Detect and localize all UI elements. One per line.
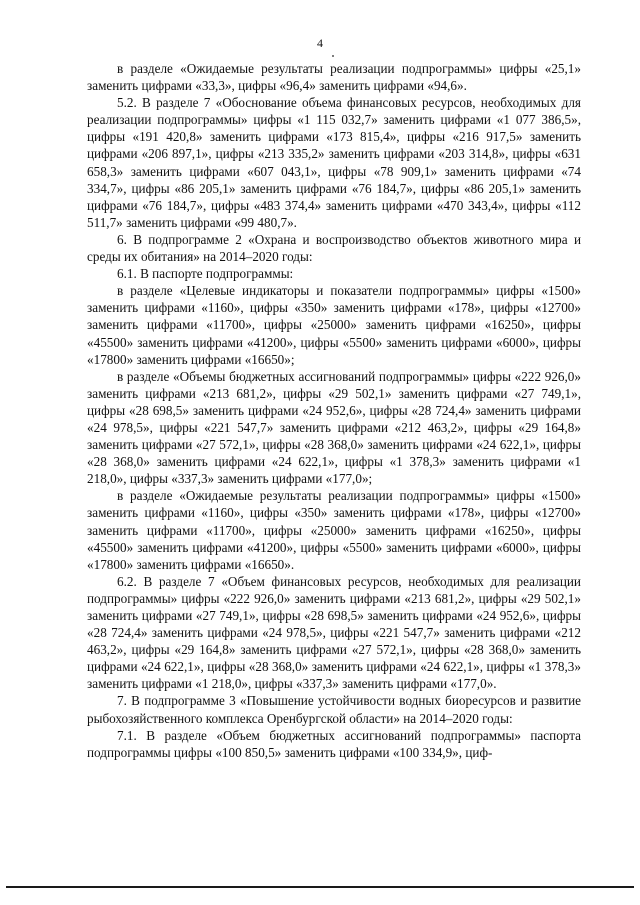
- paragraph-expected-results-6-1: в разделе «Ожидаемые результаты реализации подпрограммы» цифры «1500» заменить цифрами «1160», цифры «350» заменить цифрами «178», цифры «12700» заменить цифрами «11700», цифры «25000» заменить цифрами «16250», цифры «45500» заменить цифрами «41200», цифры «5500» заменить цифрами «6000», цифры «17800» заменить цифрами «16650».: [87, 488, 581, 572]
- page-number: 4: [317, 36, 323, 50]
- paragraph-budget-allocations: в разделе «Объемы бюджетных ассигнований подпрограммы» цифры «222 926,0» заменить цифрами «213 681,2», цифры «29 502,1» заменить цифрами «27 749,1», цифры «28 698,5» заменить цифрами «24 952,6», цифры «28 724,4» заменить цифрами «24 978,5», цифры «221 547,7» заменить цифрами «212 463,2», цифры «29 164,8» заменить цифрами «27 572,1», цифры «28 368,0» заменить цифрами «24 622,1», цифры «28 368,0» заменить цифрами «24 622,1», цифры «1 378,3» заменить цифрами «1 218,0», цифры «337,3» заменить цифрами «177,0»;: [87, 368, 581, 487]
- paragraph-target-indicators: в разделе «Целевые индикаторы и показатели подпрограммы» цифры «1500» заменить цифрами «1160», цифры «350» заменить цифрами «178», цифры «12700» заменить цифрами «11700», цифры «25000» заменить цифрами «16250», цифры «45500» заменить цифрами «41200», цифры «5500» заменить цифрами «6000», цифры «17800» заменить цифрами «16650»;: [87, 283, 581, 367]
- paragraph-5-2: 5.2. В разделе 7 «Обоснование объема финансовых ресурсов, необходимых для реализации подпрограммы» цифры «1 115 032,7» заменить цифрами «1 077 386,5», цифры «191 420,8» заменить цифрами «173 815,4», цифры «216 917,5» заменить цифрами «206 897,1», цифры «213 335,2» заменить цифрами «203 314,8», цифры «631 658,3» заменить цифрами «607 043,1», цифры «78 909,1» заменить цифрами «74 334,7», цифры «86 205,1» заменить цифрами «76 184,7», цифры «86 205,1» заменить цифрами «76 184,7», цифры «483 374,4» заменить цифрами «470 343,4», цифры «112 511,7» заменить цифрами «99 480,7».: [87, 95, 581, 230]
- paragraph-6-subprogram-2: 6. В подпрограмме 2 «Охрана и воспроизводство объектов животного мира и среды их обитания» на 2014–2020 годы:: [87, 231, 581, 265]
- scan-speck: [332, 55, 334, 57]
- paragraph-7-1: 7.1. В разделе «Объем бюджетных ассигнований подпрограммы» паспорта подпрограммы цифры «100 850,5» заменить цифрами «100 334,9», циф-: [87, 727, 581, 760]
- document-body: [87, 60, 581, 761]
- page-bottom-edge: [6, 886, 634, 888]
- paragraph-6-1-passport: 6.1. В паспорте подпрограммы:: [117, 266, 294, 282]
- paragraph-6-2: 6.2. В разделе 7 «Объем финансовых ресурсов, необходимых для реализации подпрограммы» цифры «222 926,0» заменить цифрами «213 681,2», цифры «29 502,1» заменить цифрами «27 749,1», цифры «28 698,5» заменить цифрами «24 952,6», цифры «28 724,4» заменить цифрами «24 978,5», цифры «221 547,7» заменить цифрами «212 463,2», цифры «29 164,8» заменить цифрами «27 572,1», цифры «28 368,0» заменить цифрами «24 622,1», цифры «28 368,0» заменить цифрами «24 622,1», цифры «1 378,3» заменить цифрами «1 218,0», цифры «337,3» заменить цифрами «177,0».: [87, 573, 581, 692]
- paragraph-7-subprogram-3: 7. В подпрограмме 3 «Повышение устойчивости водных биоресурсов и развитие рыбохозяйственного комплекса Оренбургской области» на 2014–2020 годы:: [87, 693, 581, 726]
- paragraph-expected-results-4-1: в разделе «Ожидаемые результаты реализации подпрограммы» цифры «25,1» заменить цифрами «33,3», цифры «96,4» заменить цифрами «94,6».: [87, 61, 581, 94]
